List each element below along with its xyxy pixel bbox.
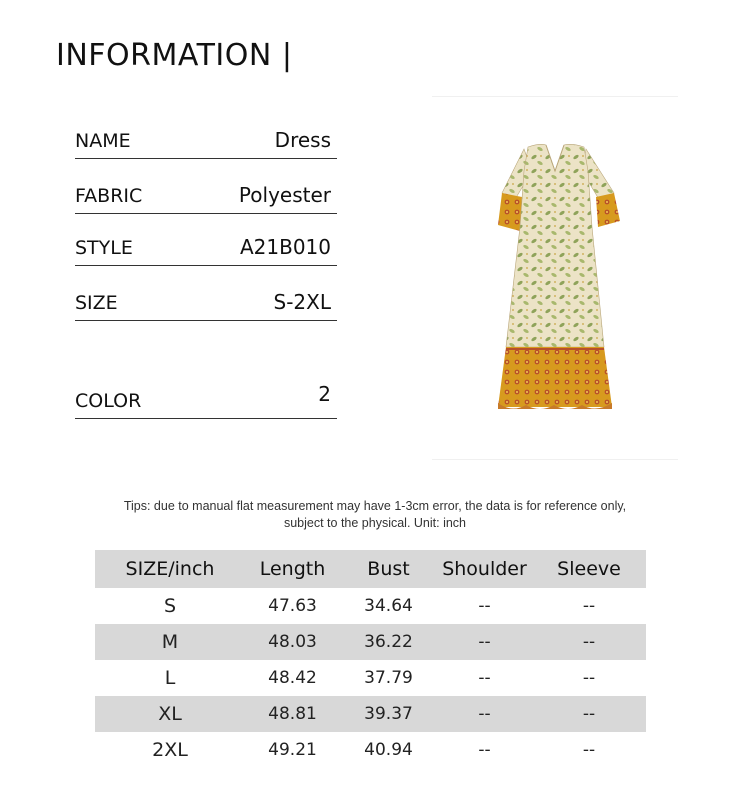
measurement-tips [95,498,655,532]
dress-illustration [432,97,678,459]
table-cell: 48.81 [245,696,340,732]
column-header: Length [245,550,340,588]
column-header: Shoulder [437,550,532,588]
table-cell: 36.22 [340,624,437,660]
tips-line-1: Tips: due to manual flat measurement may have 1-3cm error, the data is for reference only, [123,499,627,513]
table-cell: XL [95,696,245,732]
table-row [95,732,646,768]
info-row-fabric [75,183,337,214]
table-cell: -- [478,740,491,760]
table-row [95,588,646,624]
info-label: COLOR [75,390,142,412]
column-header: Bust [340,550,437,588]
table-cell: -- [582,596,596,616]
table-cell: -- [532,696,646,732]
column-header: SIZE/inch [95,550,245,588]
table-cell: 49.21 [268,740,317,760]
tips-line-2: subject to the physical. Unit: inch [283,516,467,530]
table-cell: -- [437,696,532,732]
table-cell: 2XL [152,739,188,761]
info-label: FABRIC [75,185,143,207]
table-cell: 37.79 [364,668,413,688]
info-row-name [75,128,337,159]
info-label: NAME [75,130,131,152]
column-header: Sleeve [532,550,646,588]
info-value: Polyester [238,183,331,207]
info-row-color [75,382,337,419]
table-cell: 40.94 [364,740,413,760]
info-label: SIZE [75,292,118,314]
table-cell: 48.42 [268,668,317,688]
info-value: A21B010 [239,235,331,259]
product-image [432,96,678,460]
table-cell: 34.64 [364,596,413,616]
table-cell: -- [478,668,491,688]
table-cell: M [95,624,245,660]
info-row-size [75,290,337,321]
page-title: INFORMATION | [56,38,293,73]
info-row-style [75,235,337,266]
table-header-row [95,550,646,588]
info-value: Dress [274,128,331,152]
table-cell: 48.03 [245,624,340,660]
size-chart-table [95,550,646,768]
info-value: 2 [318,382,331,406]
table-cell: -- [437,624,532,660]
table-row [95,660,646,696]
info-label: STYLE [75,237,133,259]
table-cell: 39.37 [340,696,437,732]
table-cell: -- [532,624,646,660]
table-cell: L [164,667,176,689]
info-value: S-2XL [273,290,331,314]
table-row [95,696,646,732]
table-cell: -- [582,668,596,688]
table-cell: -- [478,596,491,616]
table-row [95,624,646,660]
table-cell: -- [582,740,596,760]
table-cell: 47.63 [268,596,317,616]
table-cell: S [163,595,177,617]
